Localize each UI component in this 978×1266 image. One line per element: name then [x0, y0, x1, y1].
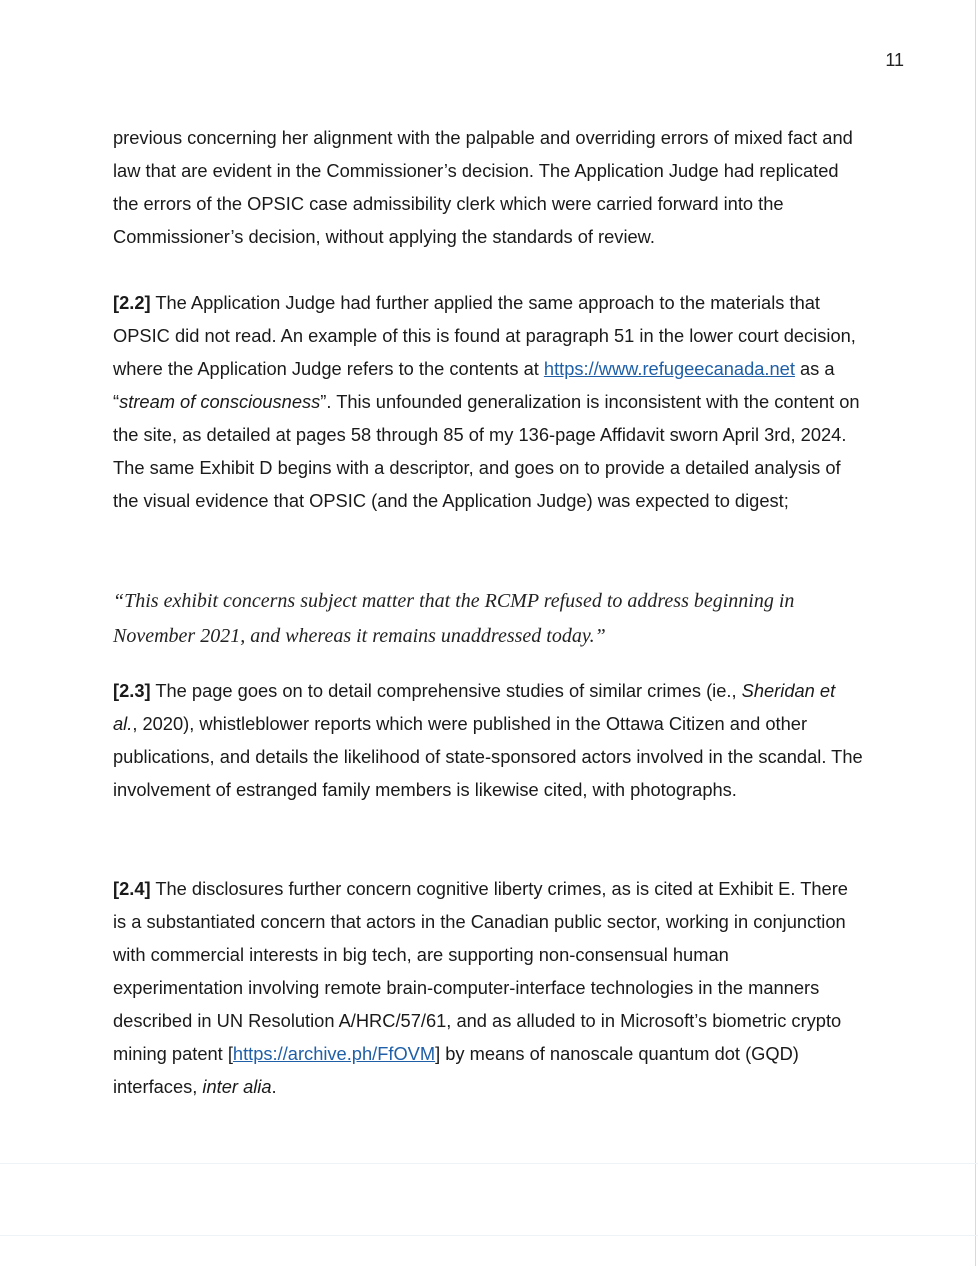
scan-artifact-line	[0, 1163, 978, 1164]
paragraph-2-2	[113, 286, 863, 517]
paragraph-text: as a “	[113, 358, 835, 412]
paragraph-text: ”. This unfounded generalization is inconsistent with the content on the site, as detailed at pages 58 through 85 of my 136-page Affidavit sworn April 3rd, 2024. The same Exhibit D begins with a descriptor, and goes on to provide a detailed analysis of the visual evidence that OPSIC (and the Application Judge) was expected to digest;	[113, 391, 860, 511]
paragraph-text: The page goes on to detail comprehensive studies of similar crimes (ie.,	[150, 680, 742, 701]
paragraph-2-4	[113, 872, 863, 1103]
paragraph-text: ] by means of nanoscale quantum dot (GQD) interfaces,	[113, 1043, 799, 1097]
paragraph-text: previous concerning her alignment with the palpable and overriding errors of mixed fact and law that are evident in the Commissioner’s decision. The Application Judge had replicated the errors of the OPSIC case admissibility clerk which were carried forward into the Commissioner’s decision, without applying the standards of review.	[113, 127, 853, 247]
paragraph-number: [2.2]	[113, 292, 151, 313]
refugeecanada-link[interactable]: https://www.refugeecanada.net	[543, 358, 795, 379]
page-edge	[975, 0, 976, 1266]
paragraph-2-3	[113, 674, 863, 806]
page-number: 11	[885, 50, 904, 70]
paragraph-text: The Application Judge had further applied the same approach to the materials that OPSIC did not read. An example of this is found at paragraph 51 in the lower court decision, where the Application Judge refers to the contents at	[113, 292, 856, 379]
quote-text: “This exhibit concerns subject matter that the RCMP refused to address beginning in November 2021, and whereas it remains unaddressed today.”	[113, 590, 795, 647]
block-quote	[113, 584, 863, 654]
paragraph-number: [2.3]	[113, 680, 151, 701]
paragraph-text: The disclosures further concern cognitive liberty crimes, as is cited at Exhibit E. There is a substantiated concern that actors in the Canadian public sector, working in conjunction with commercial interests in big tech, are supporting non-consensual human experimentation involving remote brain-computer-interface technologies in the manners described in UN Resolution A/HRC/57/61, and as alluded to in Microsoft’s biometric crypto mining patent [	[113, 878, 848, 1064]
paragraph-continuation	[113, 121, 863, 253]
emphasis-text: inter alia	[202, 1076, 272, 1097]
citation-text: Sheridan et al.	[113, 680, 836, 734]
paragraph-number: [2.4]	[113, 878, 151, 899]
scan-artifact-line	[0, 1235, 978, 1236]
emphasis-text: stream of consciousness	[119, 391, 321, 412]
archive-link[interactable]: https://archive.ph/FfOVM	[232, 1043, 436, 1064]
paragraph-text: , 2020), whistleblower reports which were published in the Ottawa Citizen and other publications, and details the likelihood of state-sponsored actors involved in the scandal. The involvement of estranged family members is likewise cited, with photographs.	[113, 713, 863, 800]
paragraph-text: .	[271, 1076, 277, 1097]
